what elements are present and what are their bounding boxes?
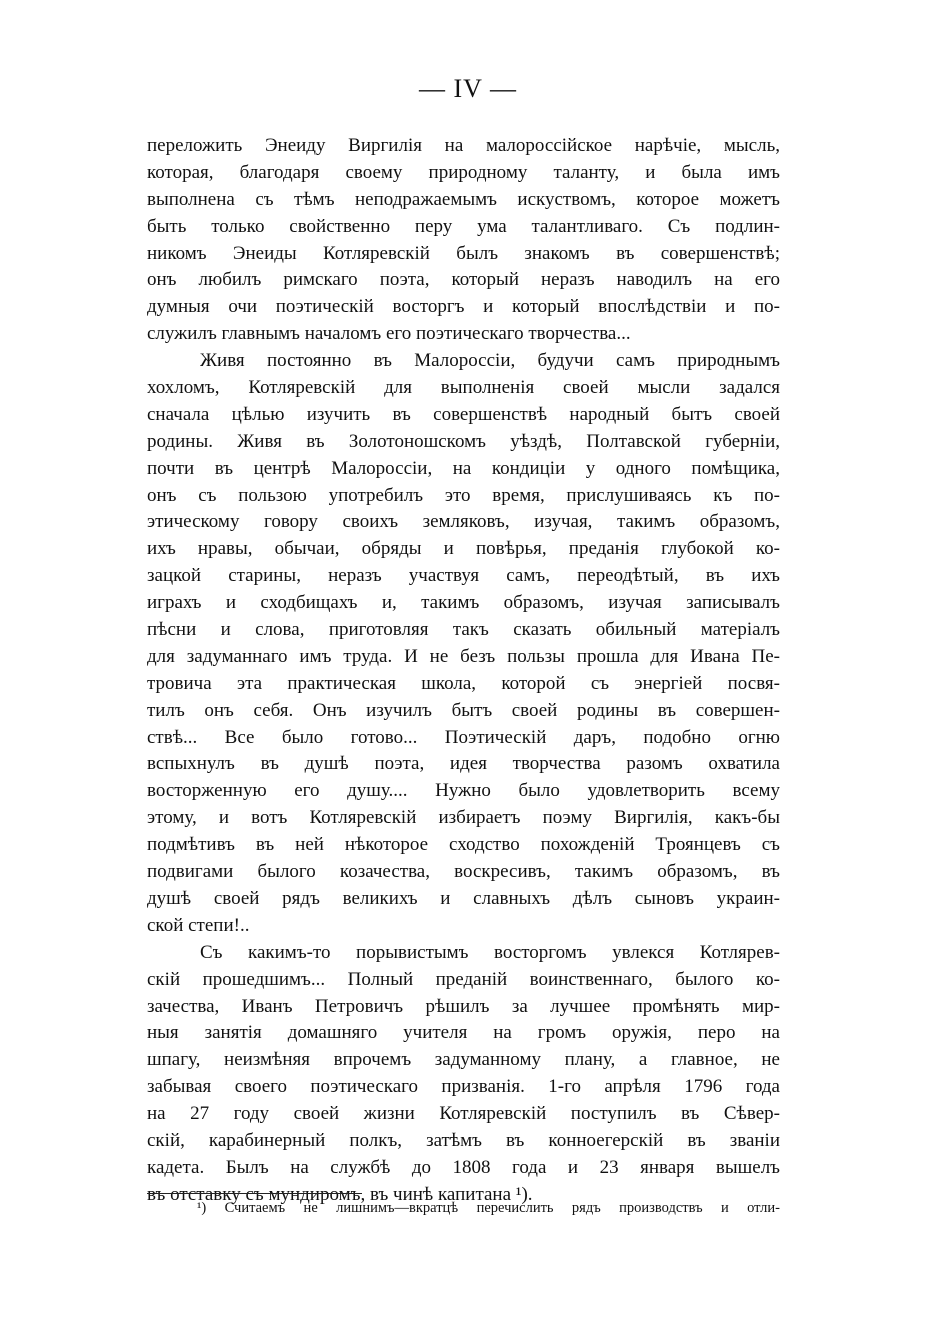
text-line: сначала цѣлью изучить въ совершенствѣ народный бытъ своей (147, 403, 780, 425)
paragraph (147, 348, 780, 940)
text-line: подвигами былого козачества, воскресивъ, такимъ образомъ, въ (147, 861, 780, 883)
text-line: скій прошедшимъ... Полный преданій воинственнаго, былого ко- (147, 968, 780, 990)
text-line: кадета. Былъ на службѣ до 1808 года и 23 января вышелъ (147, 1156, 780, 1178)
footnote-divider (147, 1193, 362, 1194)
text-line: шпагу, неизмѣняя впрочемъ задуманному плану, а главное, не (147, 1049, 780, 1071)
text-line: зацкой старины, неразъ участвуя самъ, переодѣтый, въ ихъ (147, 565, 780, 587)
text-line: пѣсни и слова, приготовляя такъ сказать обильный матеріалъ (147, 619, 780, 641)
text-line: восторженную его душу.... Нужно было удовлетворить всему (147, 780, 780, 802)
text-line: почти въ центрѣ Малороссіи, на кондиціи у одного помѣщика, (147, 457, 780, 479)
text-line: думныя очи поэтическій восторгъ и который впослѣдствіи и по- (147, 296, 780, 318)
text-line: служилъ главнымъ началомъ его поэтическаго творчества... (147, 323, 631, 345)
text-line: ствѣ... Все было готово... Поэтическій даръ, подобно огню (147, 726, 780, 748)
page-number: — IV — (419, 74, 517, 103)
text-line: въ отставку съ мундиромъ, въ чинѣ капитана ¹). (147, 1183, 533, 1205)
text-line: быть только свойственно перу ума талантливаго. Съ подлин- (147, 215, 780, 237)
text-line: онъ съ пользою употребилъ это время, прислушиваясь къ по- (147, 484, 780, 506)
text-line: ской степи!.. (147, 914, 250, 936)
text-line: ныя занятія домашняго учителя на громъ оружія, перо на (147, 1022, 780, 1044)
text-line: переложить Энеиду Виргилія на малороссійское нарѣчіе, мысль, (147, 135, 780, 156)
text-line: родины. Живя въ Золотоношскомъ уѣздѣ, Полтавской губерніи, (147, 430, 780, 452)
text-line: зачества, Иванъ Петровичъ рѣшилъ за лучшее промѣнять мир- (147, 995, 780, 1017)
body-text (147, 133, 780, 1209)
text-line: никомъ Энеиды Котляревскій былъ знакомъ въ совершенствѣ; (147, 242, 780, 264)
text-line: выполнена съ тѣмъ неподражаемымъ искуствомъ, которое можетъ (147, 188, 780, 210)
text-line: тровича эта практическая школа, которой съ энергіей посвя- (147, 672, 780, 694)
text-line: ихъ нравы, обычаи, обряды и повѣрья, преданія глубокой ко- (147, 538, 780, 560)
text-line: вспыхнулъ въ душѣ поэта, идея творчества разомъ охватила (147, 753, 780, 775)
text-line: Съ какимъ-то порывистымъ восторгомъ увлекся Котлярев- (200, 941, 780, 963)
paragraph (147, 133, 780, 348)
text-line: тилъ онъ себя. Онъ изучилъ бытъ своей родины въ совершен- (147, 699, 780, 721)
text-line: хохломъ, Котляревскій для выполненія своей мысли задался (147, 377, 780, 399)
text-line: на 27 году своей жизни Котляревскій поступилъ въ Сѣвер- (147, 1103, 780, 1125)
text-line: которая, благодаря своему природному таланту, и была имъ (147, 161, 780, 183)
text-line: скій, карабинерный полкъ, затѣмъ въ конноегерскій въ званіи (147, 1129, 780, 1151)
text-line: подмѣтивъ въ ней нѣкоторое сходство похожденій Троянцевъ съ (147, 834, 780, 856)
text-line: забывая своего поэтическаго призванія. 1-го апрѣля 1796 года (147, 1076, 780, 1098)
text-line: играхъ и сходбищахъ и, такимъ образомъ, изучая записывалъ (147, 592, 780, 614)
text-line: онъ любилъ римскаго поэта, который неразъ наводилъ на его (147, 269, 780, 291)
text-line: этическому говору своихъ земляковъ, изучая, такимъ образомъ, (147, 511, 780, 533)
text-line: этому, и вотъ Котляревскій избираетъ поэму Виргилія, какъ-бы (147, 807, 780, 829)
footnote: ¹) Считаемъ не лишнимъ—вкратцѣ перечислить рядъ производствъ и отли- (197, 1200, 780, 1216)
text-line: душѣ своей рядъ великихъ и славныхъ дѣлъ сыновъ украин- (147, 887, 780, 909)
text-line: Живя постоянно въ Малороссіи, будучи самъ природнымъ (200, 350, 780, 372)
text-line: для задуманнаго имъ труда. И не безъ пользы прошла для Ивана Пе- (147, 645, 780, 667)
paragraph (147, 940, 780, 1209)
